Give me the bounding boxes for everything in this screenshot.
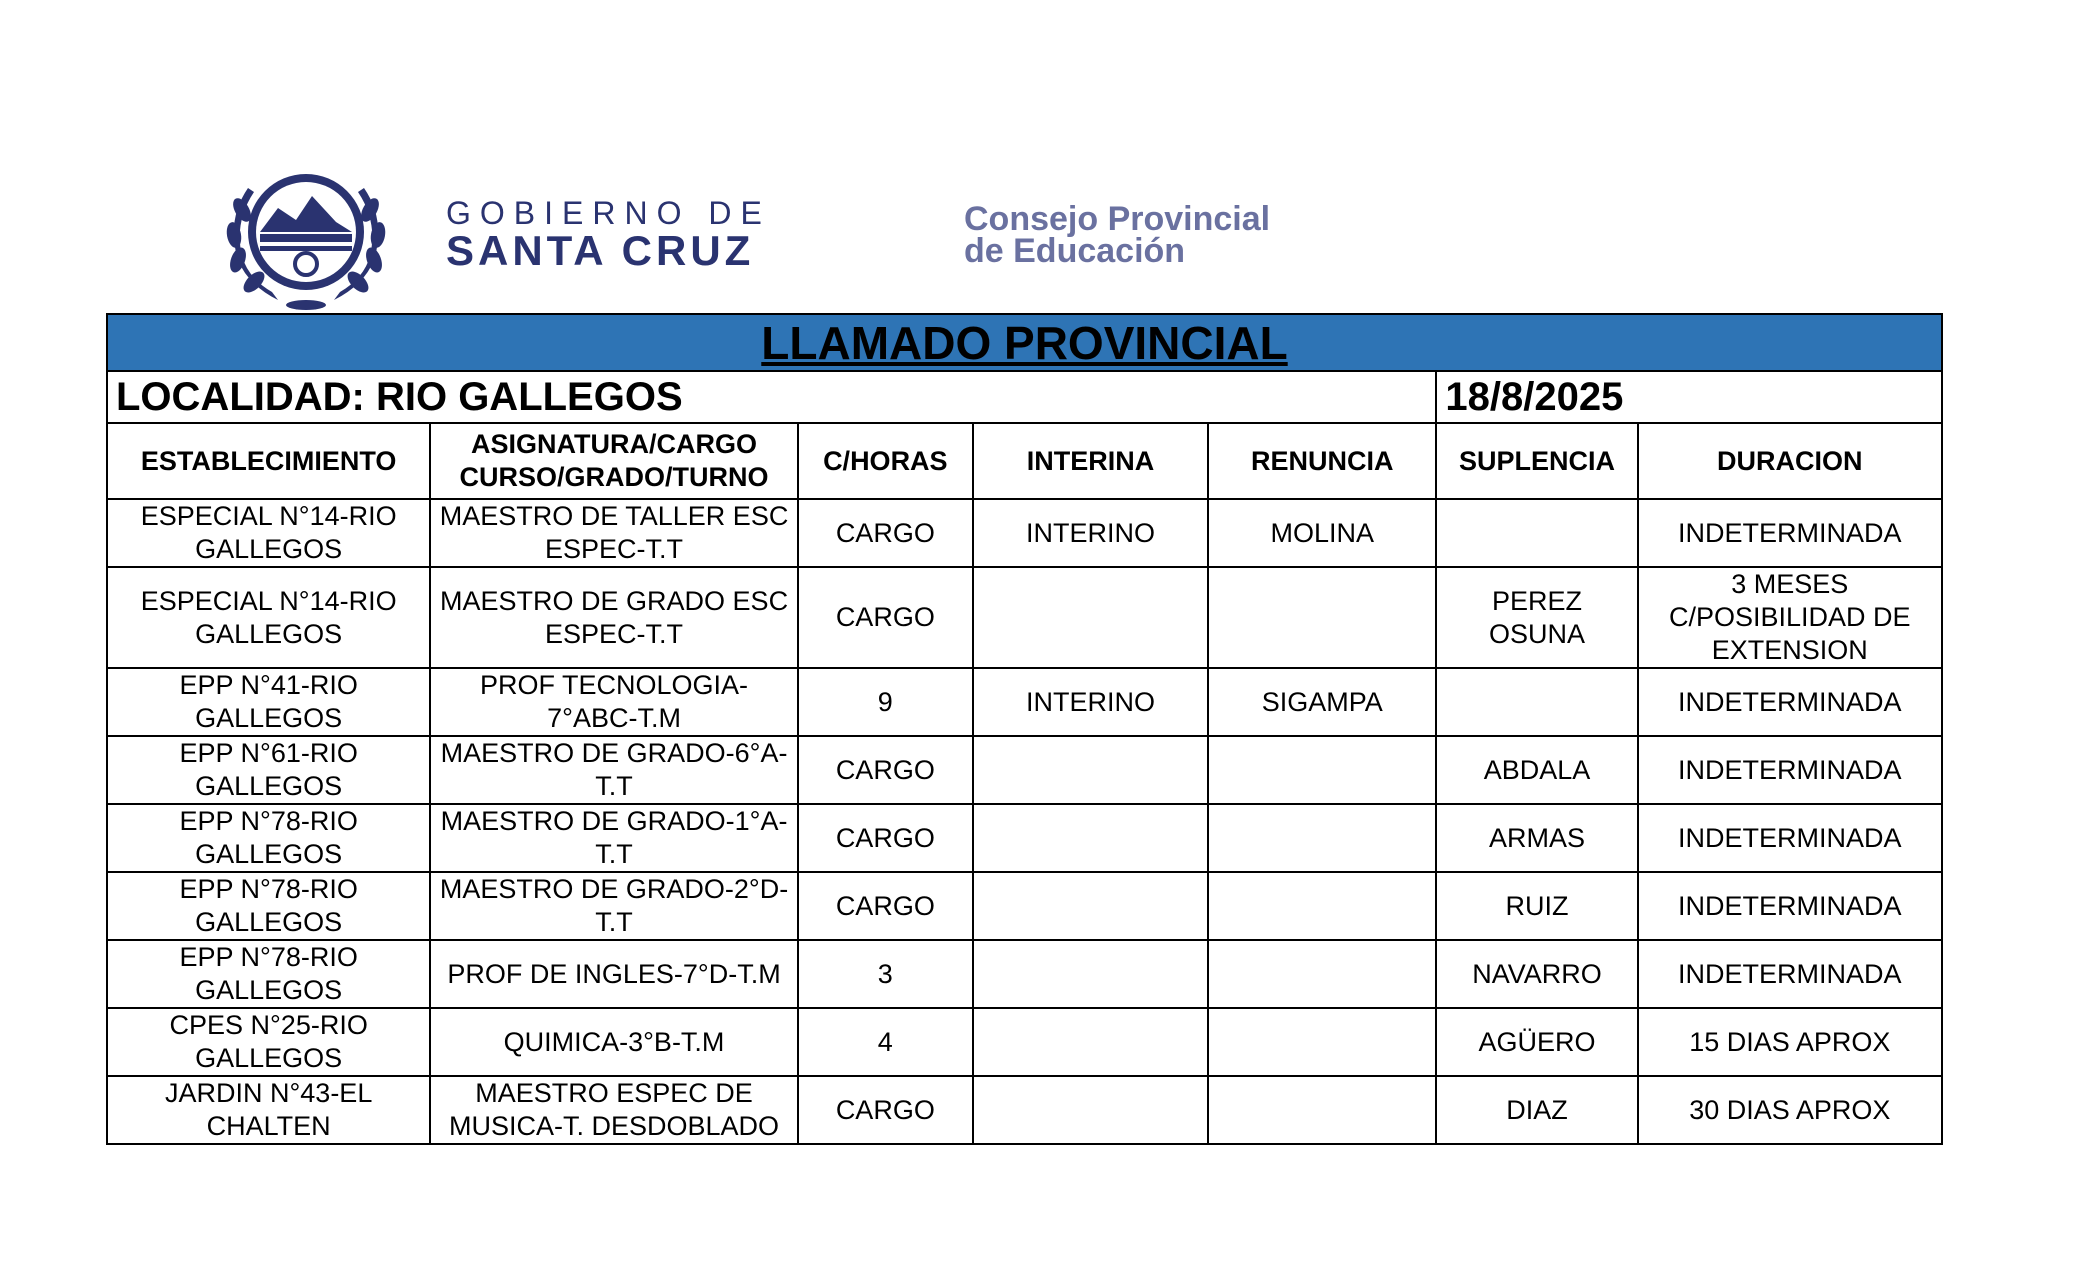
cell-establecimiento: ESPECIAL N°14-RIO GALLEGOS [107,499,430,567]
header-logos [208,160,1388,310]
col-header-interina: INTERINA [973,423,1208,499]
cell-renuncia [1208,1076,1436,1144]
cell-establecimiento: EPP N°78-RIO GALLEGOS [107,804,430,872]
cell-suplencia: PEREZ OSUNA [1436,567,1637,668]
col-header-asignatura: ASIGNATURA/CARGO CURSO/GRADO/TURNO [430,423,797,499]
cell-establecimiento: EPP N°78-RIO GALLEGOS [107,940,430,1008]
cell-duracion: INDETERMINADA [1638,940,1942,1008]
cell-suplencia: RUIZ [1436,872,1637,940]
cell-suplencia [1436,499,1637,567]
cell-suplencia: NAVARRO [1436,940,1637,1008]
cell-suplencia: DIAZ [1436,1076,1637,1144]
cell-duracion: INDETERMINADA [1638,736,1942,804]
col-header-suplencia: SUPLENCIA [1436,423,1637,499]
cell-asignatura: MAESTRO DE GRADO-2°D-T.T [430,872,797,940]
page-title: LLAMADO PROVINCIAL [761,316,1288,369]
consejo-line2: de Educación [964,232,1186,270]
localidad-label: LOCALIDAD: RIO GALLEGOS [107,371,1436,423]
cell-renuncia: SIGAMPA [1208,668,1436,736]
cell-duracion: 30 DIAS APROX [1638,1076,1942,1144]
cell-horas: 9 [798,668,973,736]
cell-horas: 4 [798,1008,973,1076]
cell-suplencia [1436,668,1637,736]
cell-renuncia [1208,872,1436,940]
cell-asignatura: MAESTRO DE GRADO-1°A-T.T [430,804,797,872]
col-header-establecimiento: ESTABLECIMIENTO [107,423,430,499]
gobierno-line1: GOBIERNO DE [446,195,771,231]
cell-establecimiento: JARDIN N°43-EL CHALTEN [107,1076,430,1144]
cell-renuncia [1208,804,1436,872]
table-row [107,1076,1942,1144]
cell-suplencia: AGÜERO [1436,1008,1637,1076]
cell-establecimiento: EPP N°78-RIO GALLEGOS [107,872,430,940]
gobierno-logo-text [446,196,866,272]
cell-interina: INTERINO [973,668,1208,736]
title-bar [107,314,1942,371]
cell-asignatura: PROF DE INGLES-7°D-T.M [430,940,797,1008]
cell-renuncia [1208,736,1436,804]
cell-horas: CARGO [798,872,973,940]
consejo-line1: Consejo Provincial [964,200,1271,238]
cell-horas: CARGO [798,567,973,668]
col-header-horas: C/HORAS [798,423,973,499]
cell-establecimiento: CPES N°25-RIO GALLEGOS [107,1008,430,1076]
cell-establecimiento: ESPECIAL N°14-RIO GALLEGOS [107,567,430,668]
cell-duracion: INDETERMINADA [1638,499,1942,567]
table-row [107,804,1942,872]
cell-duracion: 15 DIAS APROX [1638,1008,1942,1076]
cell-renuncia: MOLINA [1208,499,1436,567]
cell-duracion: INDETERMINADA [1638,872,1942,940]
santa-cruz-seal-icon [208,160,404,310]
cell-interina [973,1008,1208,1076]
llamado-table [106,313,1943,1145]
cell-duracion: INDETERMINADA [1638,804,1942,872]
cell-asignatura: PROF TECNOLOGIA-7°ABC-T.M [430,668,797,736]
table-row [107,1008,1942,1076]
cell-duracion: INDETERMINADA [1638,668,1942,736]
gobierno-line2: SANTA CRUZ [446,227,755,274]
cell-renuncia [1208,940,1436,1008]
cell-renuncia [1208,567,1436,668]
cell-interina [973,804,1208,872]
cell-interina [973,872,1208,940]
col-header-renuncia: RENUNCIA [1208,423,1436,499]
date-label: 18/8/2025 [1436,371,1942,423]
col-header-duracion: DURACION [1638,423,1942,499]
cell-interina [973,567,1208,668]
cell-establecimiento: EPP N°61-RIO GALLEGOS [107,736,430,804]
cell-horas: CARGO [798,499,973,567]
cell-interina: INTERINO [973,499,1208,567]
table-row [107,668,1942,736]
table-row [107,872,1942,940]
cell-suplencia: ARMAS [1436,804,1637,872]
cell-horas: 3 [798,940,973,1008]
table-row [107,736,1942,804]
cell-asignatura: MAESTRO DE GRADO-6°A-T.T [430,736,797,804]
cell-asignatura: MAESTRO DE TALLER ESC ESPEC-T.T [430,499,797,567]
table-row [107,940,1942,1008]
cell-interina [973,940,1208,1008]
cell-asignatura: QUIMICA-3°B-T.M [430,1008,797,1076]
cell-duracion: 3 MESES C/POSIBILIDAD DE EXTENSION [1638,567,1942,668]
cell-establecimiento: EPP N°41-RIO GALLEGOS [107,668,430,736]
cell-interina [973,1076,1208,1144]
cell-renuncia [1208,1008,1436,1076]
cell-horas: CARGO [798,1076,973,1144]
table-row [107,567,1942,668]
header-row [107,423,1942,499]
cell-interina [973,736,1208,804]
cell-horas: CARGO [798,804,973,872]
cell-asignatura: MAESTRO ESPEC DE MUSICA-T. DESDOBLADO [430,1076,797,1144]
table-row [107,499,1942,567]
cell-suplencia: ABDALA [1436,736,1637,804]
cell-asignatura: MAESTRO DE GRADO ESC ESPEC-T.T [430,567,797,668]
cell-horas: CARGO [798,736,973,804]
consejo-logo-text [964,200,1271,270]
